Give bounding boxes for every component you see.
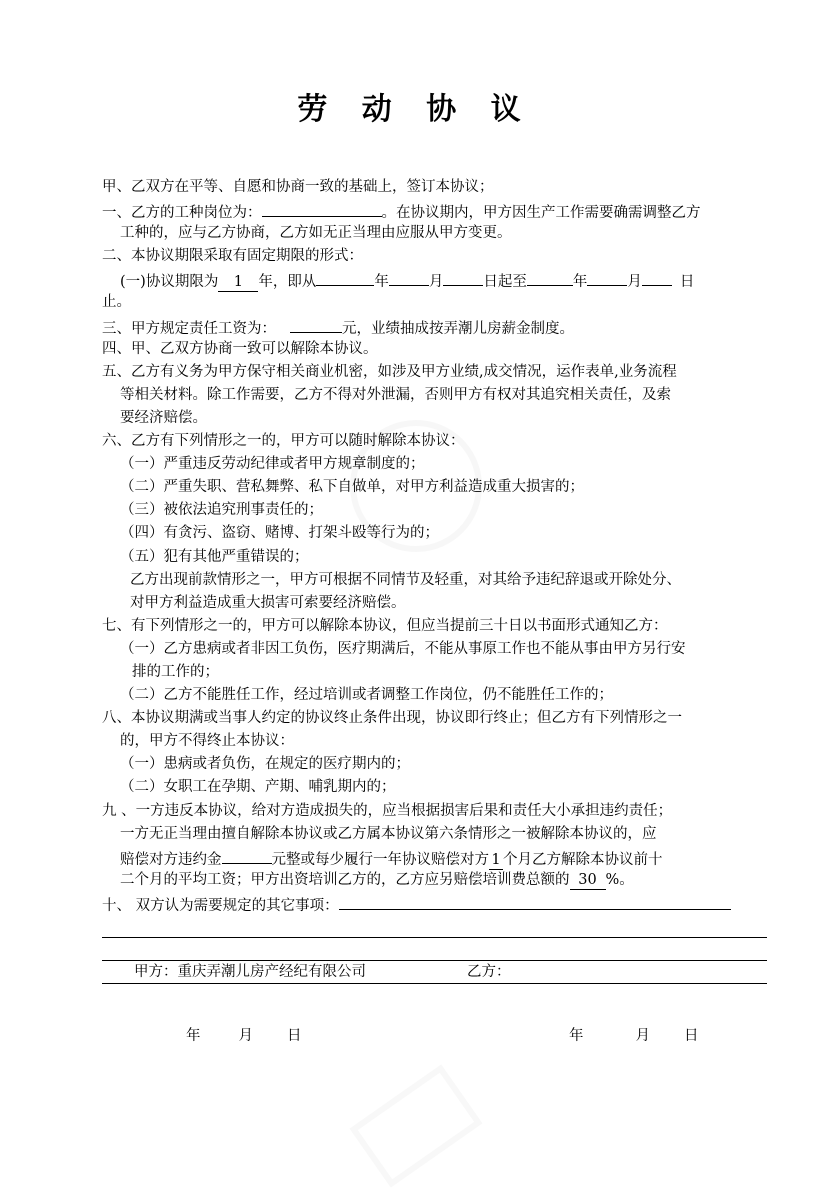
clause-10-line: 十、 双方认为需要规定的其它事项： [102,892,772,915]
clause-6-note-1: 乙方出现前款情形之一，甲方可根据不同情节及轻重，对其给予违纪辞退或开除处分、 [130,571,681,588]
clause-3-line: 三、甲方规定责任工资为： 元，业绩抽成按弄潮儿房薪金制度。 [102,315,772,338]
clause-6-item-3: （三）被依法追究刑事责任的； [120,502,323,519]
party-b-signature: 乙方： [467,964,511,980]
salary-blank [290,315,342,333]
term-years-value: 1 [218,274,258,292]
clause-1-line-1: 一、乙方的工种岗位为： 。在协议期内，甲方因生产工作需要确需调整乙方 [102,199,772,222]
term-line: (一)协议期限为 1 年，即从 年 月 日起至 年 月 日 [102,268,772,291]
clause-7-item-2: （二）乙方不能胜任工作，经过培训或者调整工作岗位，仍不能胜任工作的； [120,687,613,704]
clause-6-item-1: （一）严重违反劳动纪律或者甲方规章制度的； [120,456,425,473]
clause-5-line-2: 等相关材料。除工作需要，乙方不得对外泄漏，否则甲方有权对其追究相关责任，及索 [120,386,671,403]
clause-6-item-5: （五）犯有其他严重错误的； [120,548,309,565]
clause-6-item-4: （四）有贪污、盗窃、赌博、打架斗殴等行为的； [120,525,439,542]
clause-9-line-4: 二个月的平均工资；甲方出资培训乙方的，乙方应另赔偿培训费总额的 30 %。 [120,871,634,888]
clause-5-line-3: 要经济赔偿。 [120,409,207,426]
clause-6-line-1: 六、乙方有下列情形之一的，甲方可以随时解除本协议： [102,433,465,450]
clause-2-line-1: 二、本协议期限采取有固定期限的形式： [102,248,363,265]
party-a-date: 年 月 日 [186,1028,302,1044]
clause-7-line-1: 七、有下列情形之一的，甲方可以解除本协议，但应当提前三十日以书面形式通知乙方： [102,617,668,634]
clause-9-line-1: 九 、一方违反本协议，给对方造成损失的，应当根据损害后果和责任大小承担违约责任； [102,802,673,819]
penalty-blank [222,846,272,864]
agreement-body [102,176,772,984]
page-title: 劳 动 协 议 [297,92,533,127]
clause-8-line-1: 八、本协议期满或当事人约定的协议终止条件出现，协议即行终止；但乙方有下列情形之一 [102,710,682,727]
clause-9-line-2: 一方无正当理由擅自解除本协议或乙方属本协议第六条情形之一被解除本协议的，应 [120,825,657,842]
party-b-date: 年 月 日 [569,1028,699,1044]
clause-1-line-2: 工种的，应与乙方协商，乙方如无正当理由应服从甲方变更。 [120,225,512,242]
party-a-signature: 甲方：重庆弄潮儿房产经纪有限公司 [134,964,366,980]
clause-7-item-1-cont: 排的工作的； [132,663,219,680]
other-matters-blank [339,892,731,910]
training-percent-value: 30 [570,872,606,890]
blank-line-1 [102,915,767,938]
clause-8-line-2: 的，甲方不得终止本协议： [120,733,294,750]
end-year-blank [527,268,573,286]
watermark-mark-bottom [349,1064,482,1187]
blank-line-2 [102,938,767,961]
term-line-end: 止。 [102,294,131,311]
clause-6-item-2: （二）严重失职、营私舞弊、私下自做单，对甲方利益造成重大损害的； [120,479,584,496]
end-day-blank [642,268,672,286]
clause-5-line-1: 五、乙方有义务为甲方保守相关商业机密，如涉及甲方业绩,成交情况，运作表单,业务流程 [102,363,677,380]
job-position-blank [262,199,382,217]
penalty-months-value: 1 [489,852,503,870]
end-month-blank [587,268,627,286]
start-month-blank [389,268,429,286]
intro-line: 甲、乙双方在平等、自愿和协商一致的基础上，签订本协议； [102,179,494,195]
start-day-blank [443,268,483,286]
start-year-blank [316,268,374,286]
clause-8-item-2: （二）女职工在孕期、产期、哺乳期内的； [120,779,396,796]
clause-8-item-1: （一）患病或者负伤，在规定的医疗期内的； [120,756,410,773]
clause-6-note-2: 对甲方利益造成重大损害可索要经济赔偿。 [130,594,406,611]
clause-4-line: 四、甲、乙双方协商一致可以解除本协议。 [102,340,378,357]
clause-9-line-3: 赔偿对方违约金 元整或每少履行一年协议赔偿对方 1 个月乙方解除本协议前十 [102,846,772,869]
clause-7-item-1: （一）乙方患病或者非因工负伤，医疗期满后，不能从事原工作也不能从事由甲方另行安 [120,640,686,657]
